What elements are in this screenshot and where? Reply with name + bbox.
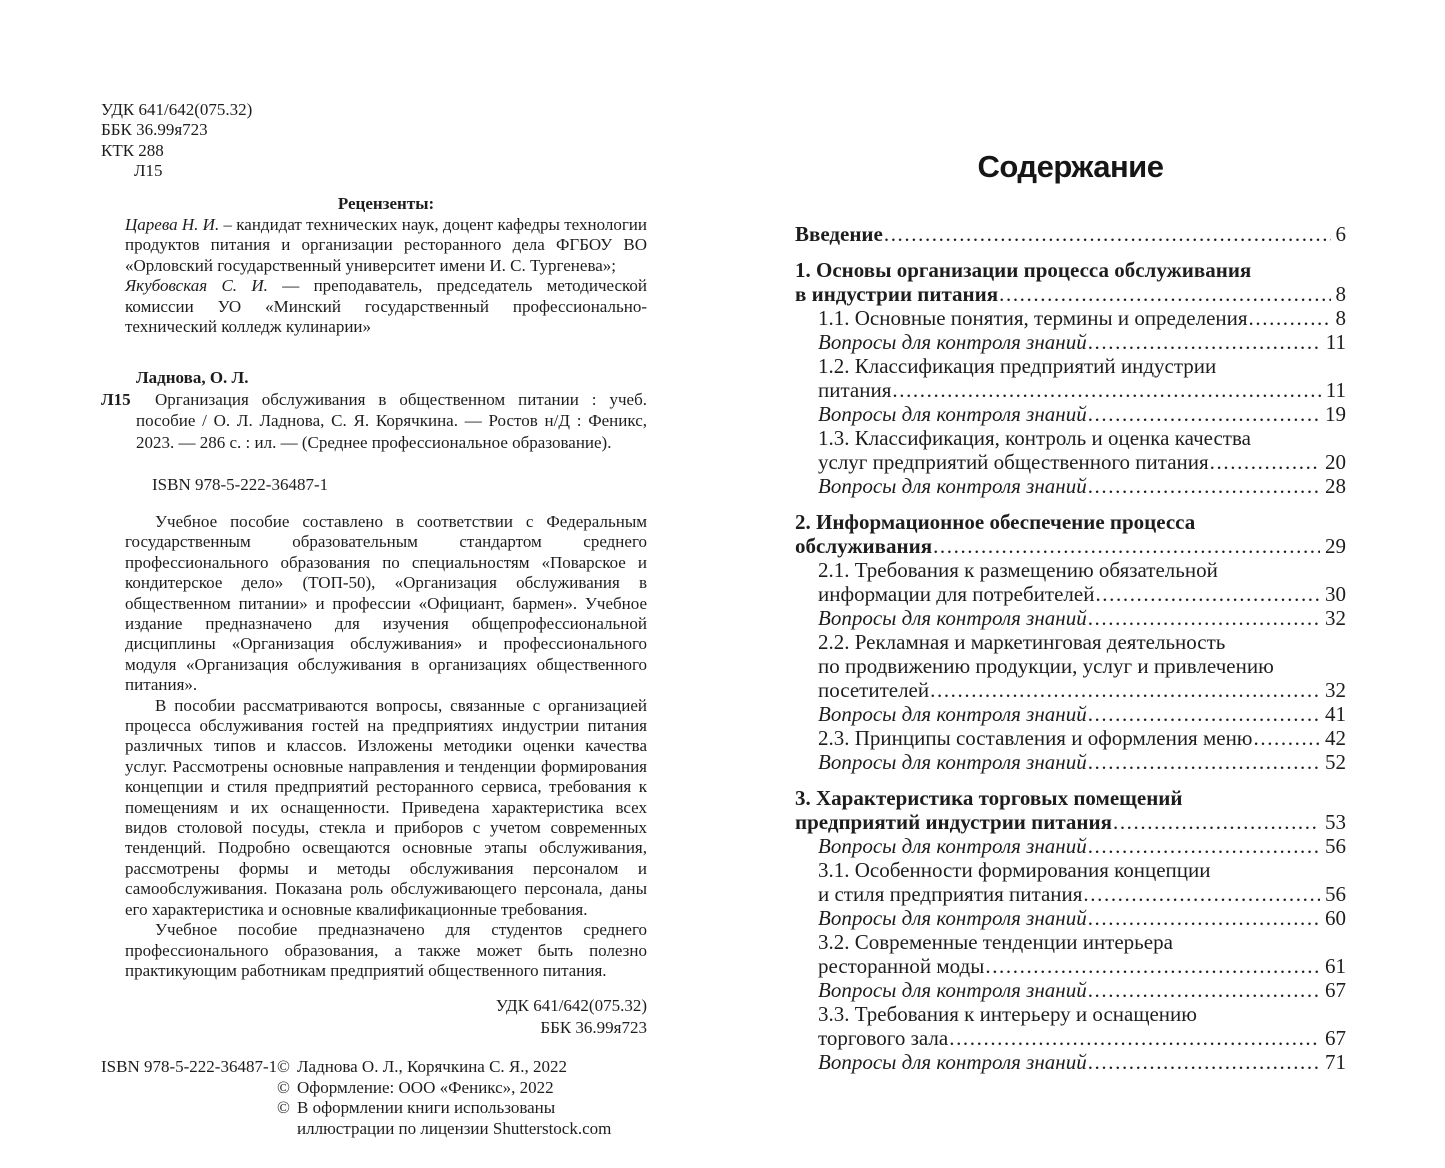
toc-entry-label: и стиля предприятия питания [818,882,1083,906]
toc-page-number: 19 [1325,402,1346,426]
toc-entry-label: в индустрии питания [795,282,999,306]
catalog-card [101,367,647,496]
toc-page-number: 32 [1325,606,1346,630]
toc-dot-leader [1248,306,1331,330]
toc-dot-leader [1253,726,1321,750]
toc-entry-label: Вопросы для контроля знаний [818,1050,1087,1074]
toc-entry [795,354,1346,402]
toc-dot-leader [891,378,1320,402]
toc-entry [795,906,1346,930]
toc-page-number: 56 [1325,882,1346,906]
toc-page-number: 6 [1335,222,1346,246]
toc-entry [795,1050,1346,1074]
reviewer-text: – кандидат технических наук, доцент кафедры технологии продуктов питания и организации ресторанного дела ФГБОУ ВО «Орловский государственный университет имени И. С. Тургенева»; [125,215,647,275]
toc-entry-label: Вопросы для контроля знаний [818,474,1087,498]
toc-entry-label: 1. Основы организации процесса обслуживания [795,258,1252,282]
toc-entry-label: информации для потребителей [818,582,1095,606]
toc-entry [795,426,1346,474]
toc-dot-leader [1112,810,1320,834]
toc-entry-label: Вопросы для контроля знаний [818,750,1087,774]
toc-entry-label: Вопросы для контроля знаний [818,330,1087,354]
toc-entry-label: ресторанной моды [818,954,985,978]
copyright-text: Оформление: ООО «Феникс», 2022 [297,1077,554,1097]
copyright-sign: © [277,1077,290,1097]
toc-dot-leader [929,678,1320,702]
toc-entry-label: 1.1. Основные понятия, термины и определения [818,306,1248,330]
toc-entry [795,402,1346,426]
imprint-codes-bottom [101,995,647,1038]
toc-page-number: 28 [1325,474,1346,498]
toc-page-number: 30 [1325,582,1346,606]
toc-dot-leader [998,282,1330,306]
toc-entry [795,330,1346,354]
toc-entry [795,630,1346,702]
toc-entry-label: 3.2. Современные тенденции интерьера [818,930,1173,954]
copyright-item [277,1078,643,1098]
toc-entry-label: 1.3. Классификация, контроль и оценка качества [818,426,1251,450]
toc-page-number: 52 [1325,750,1346,774]
annotation-block [125,512,647,981]
toc-entry-label: 2.2. Рекламная и маркетинговая деятельность [818,630,1226,654]
toc-dot-leader [1094,582,1320,606]
toc-entry [795,558,1346,606]
toc-entry [795,306,1346,330]
copyright-row [101,1057,647,1139]
copyright-item [277,1057,643,1077]
toc-dot-leader [1087,906,1320,930]
toc-entry-label: 1.2. Классификация предприятий индустрии [818,354,1217,378]
copyright-list [277,1057,643,1139]
reviewer-name: Царева Н. И. [125,215,220,235]
toc-entry-label: торгового зала [818,1026,949,1050]
toc-entry-label: Вопросы для контроля знаний [818,906,1087,930]
toc-dot-leader [1087,606,1320,630]
bbk-line-bottom: ББК 36.99я723 [540,1017,647,1037]
isbn-bottom: ISBN 978-5-222-36487-1 [101,1057,278,1077]
toc-entry [795,474,1346,498]
toc-entry-label: обслуживания [795,534,933,558]
imprint-page [101,100,647,1139]
toc-dot-leader [984,954,1320,978]
toc-entry-label: Вопросы для контроля знаний [818,402,1087,426]
catalog-card-author: Ладнова, О. Л. [136,368,249,388]
toc-page-number: 41 [1325,702,1346,726]
author-sign-code: Л15 [134,161,163,181]
toc-entry-label: 3. Характеристика торговых помещений [795,786,1183,810]
toc-dot-leader [1087,402,1320,426]
toc-page-number: 42 [1325,726,1346,750]
toc-entry-label: Вопросы для контроля знаний [818,834,1087,858]
annotation-paragraph: В пособии рассматриваются вопросы, связанные с организацией процесса обслуживания гостей на предприятиях индустрии питания различных типов и классов. Изложены методики оценки качества услуг. Рассмотрены основные направления и тенденции формирования концепции и стиля предприятий ресторанного сервиса, требования к помещениям и их оснащенности. Приведена характеристика всех видов столовой посуды, стекла и приборов с учетом современных тенденций. Подробно освещаются основные этапы обслуживания, рассмотрены формы и методы обслуживания персоналом и самообслуживания. Показана роль обслуживающего персонала, даны его характеристика и основные квалификационные требования. [125,695,647,919]
copyright-sign: © [277,1098,290,1118]
toc-entry [795,834,1346,858]
reviewers-block [125,194,647,338]
annotation-paragraph: Учебное пособие предназначено для студентов среднего профессионального образования, а также может быть полезно практикующим работникам предприятий общественного питания. [125,920,647,980]
toc-dot-leader [883,222,1331,246]
toc-page-number: 67 [1325,978,1346,1002]
toc-entry-label: Вопросы для контроля знаний [818,702,1087,726]
copyright-sign: © [277,1057,290,1077]
toc-dot-leader [1087,834,1320,858]
toc-entry [795,702,1346,726]
toc-page-number: 8 [1335,282,1346,306]
isbn-line: ISBN 978-5-222-36487-1 [152,475,329,495]
toc-dot-leader [1087,1050,1320,1074]
copyright-text: Ладнова О. Л., Корячкина С. Я., 2022 [297,1057,568,1077]
toc-page-number: 8 [1335,306,1346,330]
toc-page-number: 71 [1325,1050,1346,1074]
toc-entry-label: Вопросы для контроля знаний [818,978,1087,1002]
toc-page-number: 53 [1325,810,1346,834]
copyright-text: В оформлении книги использованы иллюстрации по лицензии Shutterstock.com [297,1098,612,1138]
toc-page-number: 61 [1325,954,1346,978]
toc-dot-leader [948,1026,1320,1050]
toc-dot-leader [1087,702,1320,726]
toc-dot-leader [1087,474,1320,498]
toc-entry-label: 2. Информационное обеспечение процесса [795,510,1196,534]
toc-page-number: 20 [1325,450,1346,474]
toc-entry-label: 2.3. Принципы составления и оформления меню [818,726,1253,750]
toc-entry-label: услуг предприятий общественного питания [818,450,1209,474]
toc-entry [795,750,1346,774]
toc-entry [795,858,1346,906]
toc-entry-label: 3.3. Требования к интерьеру и оснащению [818,1002,1197,1026]
toc-dot-leader [1209,450,1320,474]
reviewers-heading: Рецензенты: [337,193,435,213]
imprint-codes-block [101,100,647,182]
udk-line: УДК 641/642(075.32) [101,100,253,119]
toc-entry-label: по продвижению продукции, услуг и привлечению [818,654,1274,678]
toc-dot-leader [932,534,1320,558]
udk-line-bottom: УДК 641/642(075.32) [495,996,647,1016]
toc-entry [795,786,1346,834]
toc-page-number: 11 [1325,378,1346,402]
toc-entry [795,978,1346,1002]
toc-entry [795,1002,1346,1050]
catalog-card-code: Л15 [101,389,131,409]
toc-entry-label: 3.1. Особенности формирования концепции [818,858,1211,882]
toc-page-number: 11 [1325,330,1346,354]
toc-dot-leader [1087,330,1321,354]
toc-page-number: 32 [1325,678,1346,702]
toc-entry [795,258,1346,306]
ktk-line: КТК 288 [101,140,164,160]
toc-page [795,148,1346,1074]
toc-entry-label: предприятий индустрии питания [795,810,1112,834]
toc-entry [795,510,1346,558]
reviewer-item [125,276,647,337]
toc-entry [795,726,1346,750]
reviewer-text: — преподаватель, председатель методической комиссии УО «Минский государственный профессионально-технический колледж кулинарии» [125,276,648,337]
toc-page-number: 67 [1325,1026,1346,1050]
toc-page-number: 56 [1325,834,1346,858]
toc-dot-leader [1082,882,1320,906]
toc-entry-label: посетителей [818,678,930,702]
reviewer-name: Якубовская С. И. [125,276,268,296]
toc-entry-label: 2.1. Требования к размещению обязательной [818,558,1218,582]
toc-entry [795,930,1346,978]
toc-title: Содержание [977,149,1164,184]
copyright-item [277,1098,643,1139]
toc-dot-leader [1087,978,1320,1002]
toc-entry [795,222,1346,246]
catalog-card-description: Организация обслуживания в общественном питании : учеб. пособие / О. Л. Ладнова, С. Я. Корячкина. — Ростов н/Д : Феникс, 2023. — 286 с. : ил. — (Среднее профессиональное образование). [136,389,647,452]
toc-list [795,222,1346,1074]
toc-dot-leader [1087,750,1320,774]
toc-entry-label: питания [818,378,892,402]
toc-page-number: 29 [1325,534,1346,558]
toc-entry-label: Введение [795,222,883,246]
toc-entry-label: Вопросы для контроля знаний [818,606,1087,630]
reviewer-item [125,215,647,276]
annotation-paragraph: Учебное пособие составлено в соответствии с Федеральным государственным образовательным стандартом среднего профессионального образования по специальностям «Поварское и кондитерское дело» (ТОП-50), «Организация обслуживания в общественном питании» и профессии «Официант, бармен». Учебное издание предназначено для изучения общепрофессиональной дисциплины «Организация обслуживания» и профессионального модуля «Организация обслуживания в организациях общественного питания». [125,511,647,695]
toc-page-number: 60 [1325,906,1346,930]
bbk-line: ББК 36.99я723 [101,120,208,140]
toc-entry [795,606,1346,630]
